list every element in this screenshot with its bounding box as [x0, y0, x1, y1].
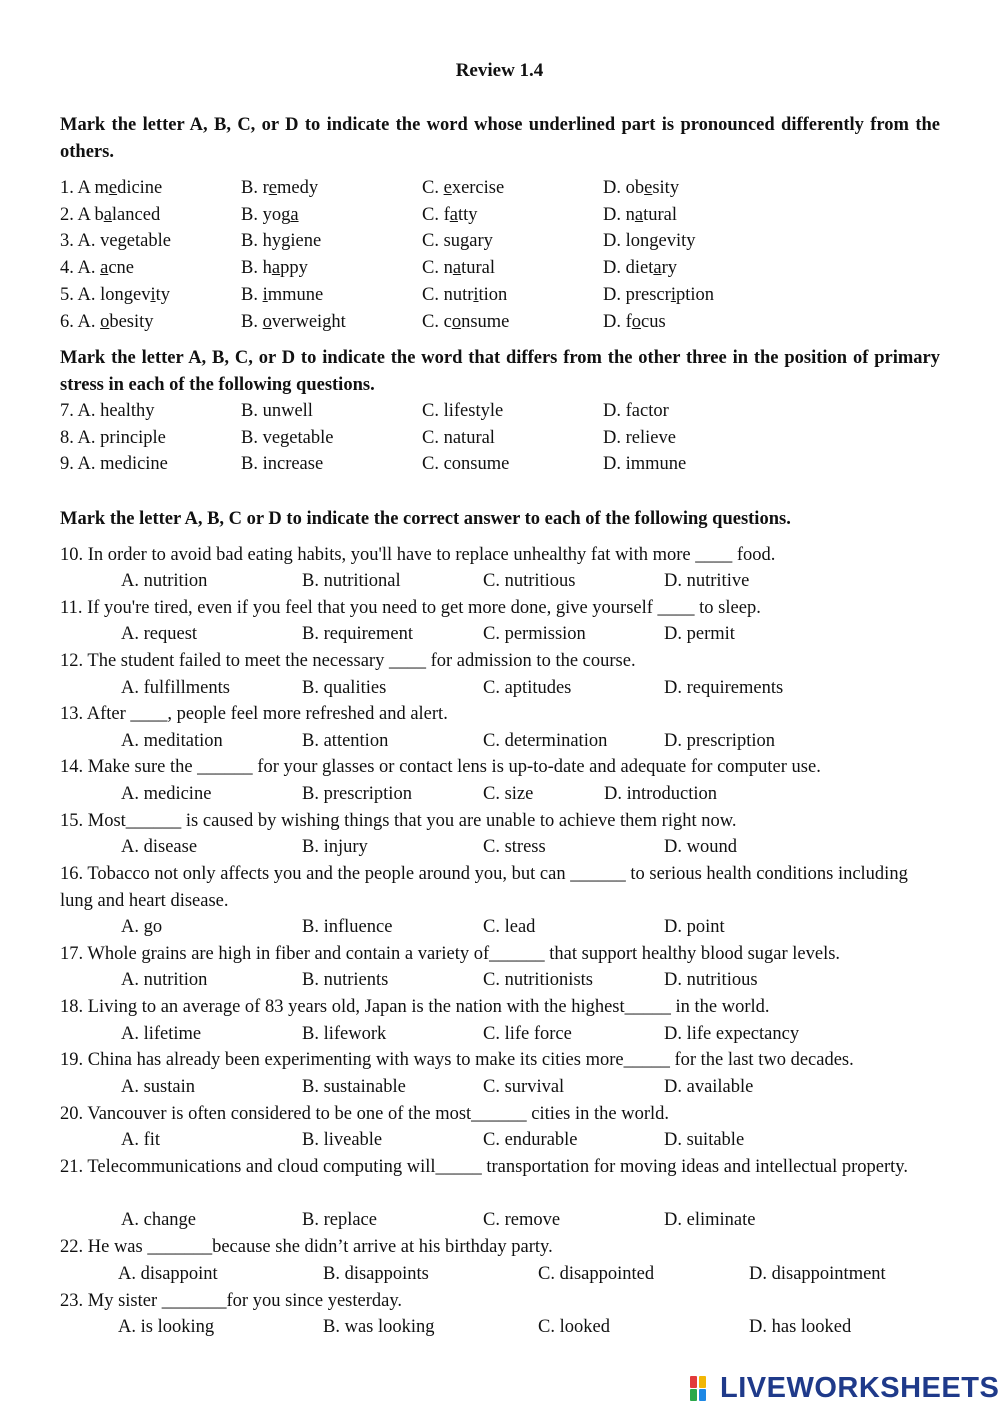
- question-text: 11. If you're tired, even if you feel that you need to get more done, give yourself ____ to sleep.: [60, 598, 761, 618]
- answer-option: C. survival: [483, 1077, 565, 1097]
- underlined-letters: e: [443, 178, 452, 198]
- underlined-letters: i: [670, 284, 676, 305]
- liveworksheets-logo-icon: [690, 1374, 716, 1402]
- answer-option: A. sustain: [121, 1077, 195, 1097]
- option-text: nsume: [461, 311, 510, 332]
- option-c: [422, 175, 504, 202]
- underlined-letters: i: [473, 284, 479, 305]
- answer-option: B. qualities: [302, 678, 387, 698]
- answer-option: D. eliminate: [664, 1210, 756, 1230]
- answer-option: C. endurable: [483, 1130, 578, 1150]
- answer-option: C. permission: [483, 624, 586, 644]
- answer-instruction: Mark the letter A, B, C or D to indicate the correct answer to each of the following questions.: [60, 509, 791, 529]
- option-text: medy: [276, 178, 319, 198]
- answer-option: C. aptitudes: [483, 678, 572, 698]
- question-text: 20. Vancouver is often considered to be one of the most______ cities in the world.: [60, 1104, 670, 1124]
- answer-option: B. was looking: [323, 1317, 435, 1337]
- option-text: 5. A. longev: [60, 284, 151, 305]
- option-a: 7. A. healthy: [60, 401, 155, 421]
- option-a: [60, 255, 134, 282]
- answer-option: D. requirements: [664, 678, 784, 698]
- answer-option: B. disappoints: [323, 1264, 429, 1284]
- underlined-letters: a: [271, 258, 281, 279]
- answer-option: B. sustainable: [302, 1077, 406, 1097]
- option-text: 2. A b: [60, 204, 104, 225]
- option-text: mmune: [267, 284, 324, 305]
- liveworksheets-logo-text: LIVEWORKSHEETS: [720, 1371, 999, 1404]
- option-text: C. sugary: [422, 231, 493, 252]
- option-d: D. factor: [603, 401, 669, 421]
- option-text: ption: [675, 284, 714, 305]
- underlined-letters: i: [262, 284, 268, 305]
- option-text: C. f: [422, 204, 450, 225]
- answer-option: D. permit: [664, 624, 735, 644]
- underlined-letters: e: [644, 178, 653, 198]
- answer-option: C. looked: [538, 1317, 610, 1337]
- option-c: [422, 202, 478, 229]
- option-d: [603, 309, 666, 336]
- option-text: besity: [109, 311, 154, 332]
- option-text: tty: [457, 204, 478, 225]
- option-c: [422, 228, 493, 255]
- answer-option: A. change: [121, 1210, 196, 1230]
- option-text: D. diet: [603, 258, 654, 279]
- underlined-letters: o: [451, 311, 462, 332]
- option-c: [422, 309, 509, 336]
- option-text: C. nutr: [422, 284, 474, 305]
- option-d: [603, 255, 677, 282]
- answer-option: B. prescription: [302, 784, 412, 804]
- underlined-letters: a: [634, 204, 644, 225]
- question-text: 17. Whole grains are high in fiber and contain a variety of______ that support healthy blood sugar levels.: [60, 944, 841, 964]
- answer-option: D. introduction: [604, 784, 718, 804]
- option-a: 8. A. principle: [60, 427, 166, 448]
- answer-option: D. disappointment: [749, 1264, 886, 1284]
- answer-option: D. nutritious: [664, 970, 758, 990]
- underlined-letters: e: [108, 178, 118, 198]
- answer-option: D. available: [664, 1077, 754, 1097]
- underlined-letters: o: [100, 311, 110, 332]
- option-text: D. f: [603, 311, 632, 332]
- answer-option: D. life expectancy: [664, 1024, 800, 1044]
- option-text: verweight: [271, 311, 346, 332]
- option-text: D. prescr: [603, 284, 671, 305]
- option-text: ry: [661, 258, 677, 279]
- liveworksheets-logo: [690, 1372, 999, 1404]
- option-text: D. ob: [603, 178, 645, 198]
- underlined-letters: a: [103, 204, 112, 225]
- option-d: D. immune: [603, 454, 687, 475]
- answer-option: D. has looked: [749, 1317, 852, 1337]
- option-c: [422, 255, 495, 282]
- option-a: [60, 202, 160, 229]
- option-text: cne: [108, 258, 134, 279]
- option-text: tural: [461, 258, 495, 279]
- answer-option: A. fit: [121, 1130, 161, 1150]
- option-text: sity: [652, 178, 680, 198]
- option-text: B. yog: [241, 204, 291, 225]
- option-text: ppy: [280, 258, 308, 279]
- answer-option: B. influence: [302, 917, 393, 937]
- answer-option: C. disappointed: [538, 1264, 655, 1284]
- option-text: ty: [155, 284, 170, 305]
- underlined-letters: a: [290, 204, 299, 225]
- answer-option: A. fulfillments: [121, 678, 230, 698]
- question-text: 15. Most______ is caused by wishing things that you are unable to achieve them right now.: [60, 811, 737, 831]
- option-b: B. increase: [241, 454, 324, 475]
- option-c: [422, 282, 507, 309]
- answer-option: B. replace: [302, 1210, 377, 1230]
- question-text: 10. In order to avoid bad eating habits, you'll have to replace unhealthy fat with more ____ food.: [60, 545, 776, 565]
- option-d: [603, 175, 679, 202]
- option-a: [60, 282, 170, 309]
- answer-option: A. disease: [121, 837, 198, 857]
- option-text: B.: [241, 284, 263, 305]
- answer-option: A. medicine: [121, 784, 212, 804]
- option-b: B. unwell: [241, 401, 313, 421]
- option-b: [241, 282, 323, 309]
- option-text: C. c: [422, 311, 452, 332]
- option-d: [603, 202, 677, 229]
- option-text: 4. A.: [60, 258, 101, 279]
- answer-option: C. remove: [483, 1210, 561, 1230]
- question-text: 23. My sister _______for you since yesterday.: [60, 1291, 403, 1311]
- option-text: cus: [641, 311, 666, 332]
- option-text: B. r: [241, 178, 269, 198]
- option-text: C. n: [422, 258, 453, 279]
- underlined-letters: i: [150, 284, 156, 305]
- answer-option: B. nutrients: [302, 970, 389, 990]
- option-a: [60, 309, 154, 336]
- option-b: [241, 175, 318, 202]
- question-text: 12. The student failed to meet the necessary ____ for admission to the course.: [60, 651, 636, 671]
- answer-option: C. lead: [483, 917, 536, 937]
- option-text: dicine: [117, 178, 163, 198]
- stress-instruction: Mark the letter A, B, C, or D to indicate the word that differs from the other three in the position of primary stress in each of the following questions.: [60, 348, 940, 395]
- answer-option: A. nutrition: [121, 970, 208, 990]
- option-b: [241, 309, 346, 336]
- answer-option: A. is looking: [118, 1317, 215, 1337]
- underlined-letters: a: [653, 258, 662, 279]
- answer-option: D. prescription: [664, 731, 775, 751]
- underlined-letters: a: [449, 204, 458, 225]
- option-b: B. vegetable: [241, 427, 334, 448]
- underlined-letters: a: [452, 258, 462, 279]
- answer-option: A. disappoint: [118, 1264, 218, 1284]
- option-text: B. h: [241, 258, 272, 279]
- answer-option: C. life force: [483, 1024, 572, 1044]
- question-text: 21. Telecommunications and cloud computing will_____ transportation for moving ideas and intellectual property.: [60, 1157, 908, 1177]
- option-b: [241, 255, 308, 282]
- answer-option: D. point: [664, 917, 725, 937]
- answer-option: A. nutrition: [121, 571, 208, 591]
- answer-option: D. suitable: [664, 1130, 745, 1150]
- pronunciation-instruction: Mark the letter A, B, C, or D to indicate the word whose underlined part is pronounced differently from the others.: [60, 115, 940, 162]
- option-a: [60, 228, 171, 255]
- underlined-letters: o: [631, 311, 642, 332]
- underlined-letters: o: [262, 311, 272, 332]
- option-a: [60, 175, 162, 202]
- answer-option: B. liveable: [302, 1130, 383, 1150]
- question-text: 14. Make sure the ______ for your glasses or contact lens is up-to-date and adequate for computer use.: [60, 757, 821, 777]
- option-text: 1. A m: [60, 178, 109, 198]
- option-c: C. lifestyle: [422, 401, 504, 421]
- answer-option: A. request: [121, 624, 198, 644]
- page-title: Review 1.4: [455, 60, 544, 81]
- option-text: xercise: [451, 178, 505, 198]
- option-d: [603, 282, 714, 309]
- question-text: 16. Tobacco not only affects you and the people around you, but can ______ to serious health conditions including lung and heart disease.: [60, 864, 908, 911]
- option-text: C.: [422, 178, 444, 198]
- option-text: 6. A.: [60, 311, 101, 332]
- option-text: D. n: [603, 204, 635, 225]
- option-text: tural: [643, 204, 677, 225]
- option-d: [603, 228, 696, 255]
- question-text: 18. Living to an average of 83 years old, Japan is the nation with the highest_____ in the world.: [60, 997, 770, 1017]
- option-c: C. consume: [422, 454, 510, 475]
- option-text: B.: [241, 311, 263, 332]
- option-text: B. hygiene: [241, 231, 322, 252]
- answer-option: C. determination: [483, 731, 608, 751]
- option-c: C. natural: [422, 427, 495, 448]
- option-a: 9. A. medicine: [60, 454, 168, 475]
- question-text: 22. He was _______because she didn’t arrive at his birthday party.: [60, 1237, 553, 1257]
- answer-option: D. wound: [664, 837, 737, 857]
- option-text: tion: [478, 284, 508, 305]
- answer-option: B. attention: [302, 731, 389, 751]
- option-text: lanced: [111, 204, 161, 225]
- option-text: 3. A. vegetable: [60, 231, 171, 252]
- option-b: [241, 202, 299, 229]
- answer-option: C. stress: [483, 837, 546, 857]
- answer-option: C. nutritious: [483, 571, 576, 591]
- option-text: D. longevity: [603, 231, 696, 252]
- answer-option: A. lifetime: [121, 1024, 202, 1044]
- answer-option: B. injury: [302, 837, 368, 857]
- underlined-letters: a: [100, 258, 109, 279]
- answer-option: C. size: [483, 784, 534, 804]
- answer-option: C. nutritionists: [483, 970, 593, 990]
- answer-option: B. nutritional: [302, 571, 401, 591]
- answer-option: B. lifework: [302, 1024, 387, 1044]
- answer-option: A. go: [121, 917, 163, 937]
- question-text: 13. After ____, people feel more refreshed and alert.: [60, 704, 448, 724]
- underlined-letters: e: [268, 178, 277, 198]
- answer-option: B. requirement: [302, 624, 413, 644]
- option-d: D. relieve: [603, 427, 676, 448]
- question-text: 19. China has already been experimenting with ways to make its cities more_____ for the last two decades.: [60, 1050, 854, 1070]
- answer-option: A. meditation: [121, 731, 223, 751]
- answer-option: D. nutritive: [664, 571, 750, 591]
- option-b: [241, 228, 321, 255]
